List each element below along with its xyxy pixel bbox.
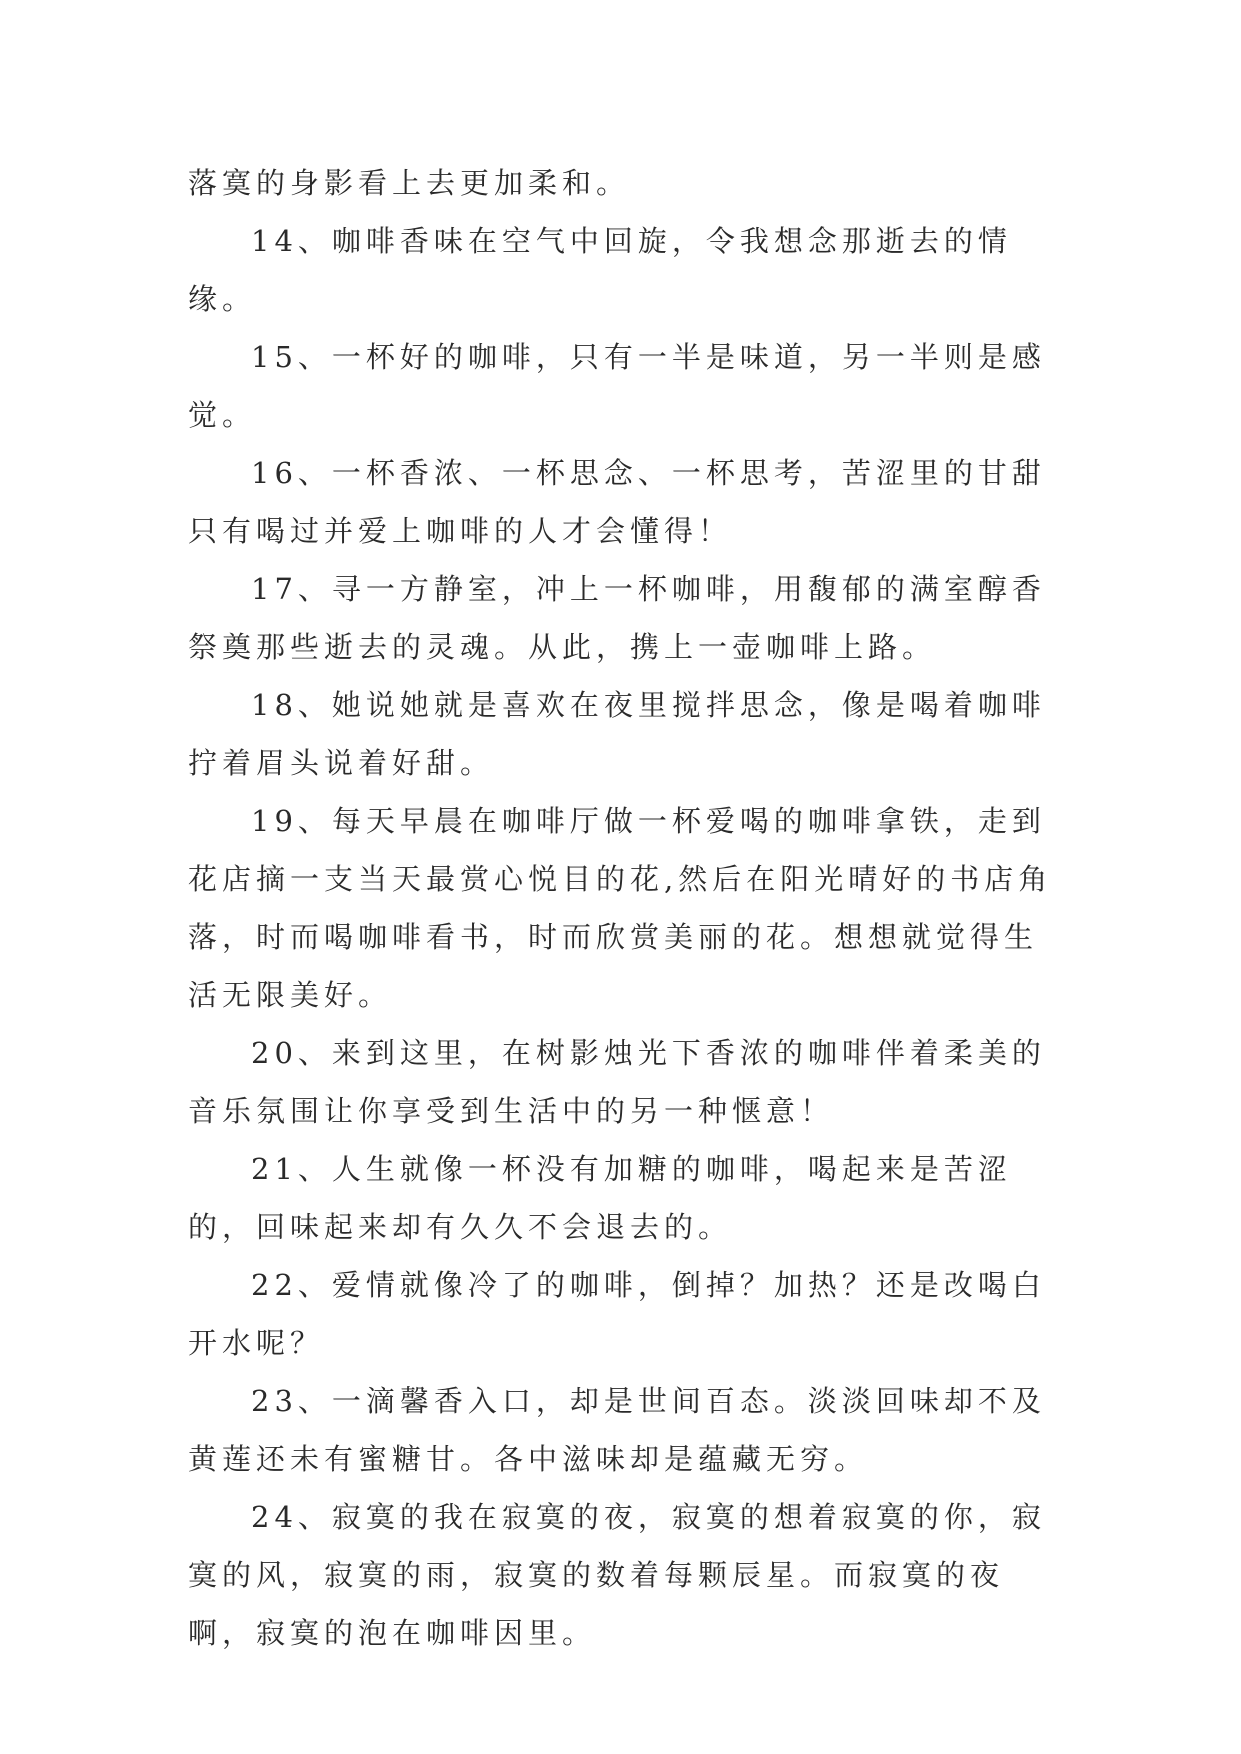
paragraph-item-20: 20、来到这里，在树影烛光下香浓的咖啡伴着柔美的音乐氛围让你享受到生活中的另一种惬意！ [188,1036,1046,1128]
paragraph-item-21: 21、人生就像一杯没有加糖的咖啡，喝起来是苦涩的，回味起来却有久久不会退去的。 [188,1152,1012,1244]
paragraph-item-24: 24、寂寞的我在寂寞的夜，寂寞的想着寂寞的你，寂寞的风，寂寞的雨，寂寞的数着每颗辰星。而寂寞的夜啊，寂寞的泡在咖啡因里。 [188,1500,1046,1650]
document-body [188,154,1068,1662]
paragraph-continuation: 落寞的身影看上去更加柔和。 [188,166,631,200]
paragraph-item-15: 15、一杯好的咖啡，只有一半是味道，另一半则是感觉。 [188,340,1046,432]
paragraph-item-17: 17、寻一方静室，冲上一杯咖啡，用馥郁的满室醇香祭奠那些逝去的灵魂。从此，携上一壶咖啡上路。 [188,572,1046,664]
paragraph-item-19: 19、每天早晨在咖啡厅做一杯爱喝的咖啡拿铁，走到花店摘一支当天最赏心悦目的花,然后在阳光晴好的书店角落，时而喝咖啡看书，时而欣赏美丽的花。想想就觉得生活无限美好。 [188,804,1053,1012]
paragraph-item-18: 18、她说她就是喜欢在夜里搅拌思念，像是喝着咖啡拧着眉头说着好甜。 [188,688,1046,780]
paragraph-item-14: 14、咖啡香味在空气中回旋，令我想念那逝去的情缘。 [188,224,1012,316]
paragraph-item-22: 22、爱情就像冷了的咖啡，倒掉？加热？还是改喝白开水呢？ [188,1268,1046,1360]
paragraph-item-23: 23、一滴馨香入口，却是世间百态。淡淡回味却不及黄莲还未有蜜糖甘。各中滋味却是蕴藏无穷。 [188,1384,1046,1476]
paragraph-item-16: 16、一杯香浓、一杯思念、一杯思考，苦涩里的甘甜只有喝过并爱上咖啡的人才会懂得！ [188,456,1046,548]
